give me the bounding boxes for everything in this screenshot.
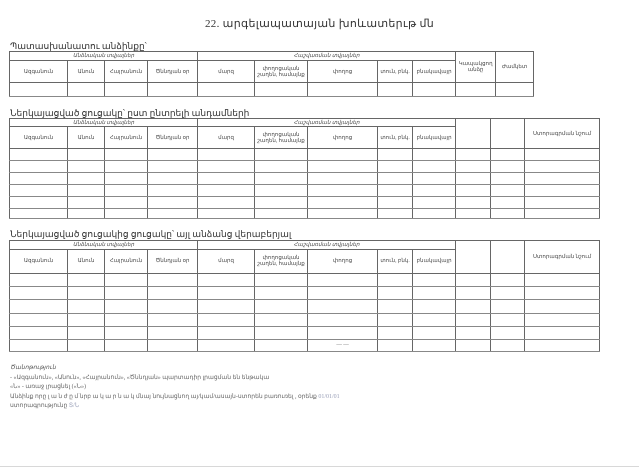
scan-edge-line	[0, 466, 639, 467]
section-title-responsible: Պատասխանատու անձինքը՝	[10, 41, 147, 51]
stamp-tag: Տ/Ն	[68, 403, 80, 409]
col-region: մարզ	[198, 127, 255, 149]
col-surname: Ազգանուն	[10, 249, 68, 273]
col-community-line1: փողոցական	[262, 131, 300, 138]
footnotes	[10, 364, 610, 412]
page-title: 22. արգելապատայան խոևատերւթ մն	[204, 18, 435, 30]
stray-mark: — —	[336, 342, 349, 349]
col-patronymic: Հայրանուն	[105, 61, 148, 83]
col-birth-date: Ծննդյան օր	[148, 127, 198, 149]
col-patronymic: Հայրանուն	[105, 249, 148, 273]
col-community-line2: շաղեն, համայնք	[257, 71, 305, 78]
group-registration-data: Հաշվառման տվյալներ	[198, 119, 456, 127]
table-row	[10, 313, 600, 326]
col-signature-note: Ստորագրման նշում	[525, 119, 600, 149]
col-house: տուն, բնկ.	[378, 249, 413, 273]
section-title-members-list: Ներկայացված ցուցակը՝ ըստ ընտրելի անդամների	[10, 108, 250, 118]
col-street: փողոց	[308, 249, 378, 273]
col-house: տուն, բնկ.	[378, 61, 413, 83]
col-community-line1: փողոցական	[262, 255, 300, 262]
table-row	[10, 300, 600, 313]
col-region: մարզ	[198, 61, 255, 83]
table-row	[10, 326, 600, 339]
col-community-line2: շաղեն, համայնք	[257, 261, 305, 268]
table-row	[10, 197, 600, 209]
col-name: Անուն	[68, 127, 105, 149]
col-signature-note: Ստորագրման նշում	[525, 241, 600, 274]
group-personal-data: Անձնական տվյալներ	[10, 241, 198, 250]
col-birth-date: Ծննդյան օր	[148, 61, 198, 83]
col-settlement: բնակավայր	[413, 61, 456, 83]
col-contact-person: Կապակցող անձը	[456, 52, 496, 83]
table-row	[10, 83, 534, 97]
col-name: Անուն	[68, 249, 105, 273]
col-street: փողոց	[308, 127, 378, 149]
footnote-line: ստորագրությունը Տ/Ն	[10, 403, 80, 409]
table-row	[10, 149, 600, 161]
footnote-line: Անձինք որը լ ա ն ժ ը մ նրբ ա կ ա ր ն ա կ մնայ նույնացնող այ/կամ/ասայն-ստորեն բառուռել , օրենք 01/01/01	[10, 393, 340, 400]
col-blank-a	[456, 119, 491, 149]
col-community	[255, 249, 308, 273]
group-personal-data: Անձնական տվյալներ	[10, 119, 198, 127]
members-list-table	[9, 118, 600, 219]
stray-mark-cell[interactable]	[308, 339, 378, 351]
col-blank-b	[491, 119, 525, 149]
footnote-line: - «Ազգանուն», «Անուն», «Հայրանուն», «Ծննդյան» պարտադիր լրացման են ենթակա	[10, 374, 270, 381]
footnotes-heading: Ծանոթություն	[10, 365, 56, 371]
col-community-line2: շաղեն, համայնք	[257, 137, 305, 144]
group-registration-data: Հաշվառման տվյալներ	[198, 52, 456, 61]
col-house: տուն, բնկ.	[378, 127, 413, 149]
table-row	[10, 185, 600, 197]
responsible-persons-table	[9, 51, 534, 97]
footnote-line: «Ն» - առաջ լրացնել («Ն»)	[10, 384, 86, 390]
col-blank-b	[491, 241, 525, 274]
col-deadline: Ժամկետ	[496, 52, 534, 83]
col-blank-a	[456, 241, 491, 274]
col-settlement: բնակավայր	[413, 249, 456, 273]
table-row	[10, 209, 600, 219]
group-personal-data: Անձնական տվյալներ	[10, 52, 198, 61]
col-street: փողոց	[308, 61, 378, 83]
stamp-date: 01/01/01	[318, 393, 340, 400]
col-surname: Ազգանուն	[10, 61, 68, 83]
col-name: Անուն	[68, 61, 105, 83]
col-surname: Ազգանուն	[10, 127, 68, 149]
col-settlement: բնակավայր	[413, 127, 456, 149]
table-row	[10, 339, 600, 351]
section-title-other-persons: Ներկայացված ցուցակից ցուցակը՝ այլ անձանց վերաբերյալ	[10, 229, 292, 239]
group-registration-data: Հաշվառման տվյալներ	[198, 241, 456, 250]
table-row	[10, 161, 600, 173]
col-community	[255, 61, 308, 83]
table-row	[10, 273, 600, 286]
table-row	[10, 287, 600, 300]
table-row	[10, 173, 600, 185]
col-region: մարզ	[198, 249, 255, 273]
col-community-line1: փողոցական	[262, 65, 300, 72]
other-persons-table	[9, 240, 600, 352]
col-birth-date: Ծննդյան օր	[148, 249, 198, 273]
col-community	[255, 127, 308, 149]
col-patronymic: Հայրանուն	[105, 127, 148, 149]
